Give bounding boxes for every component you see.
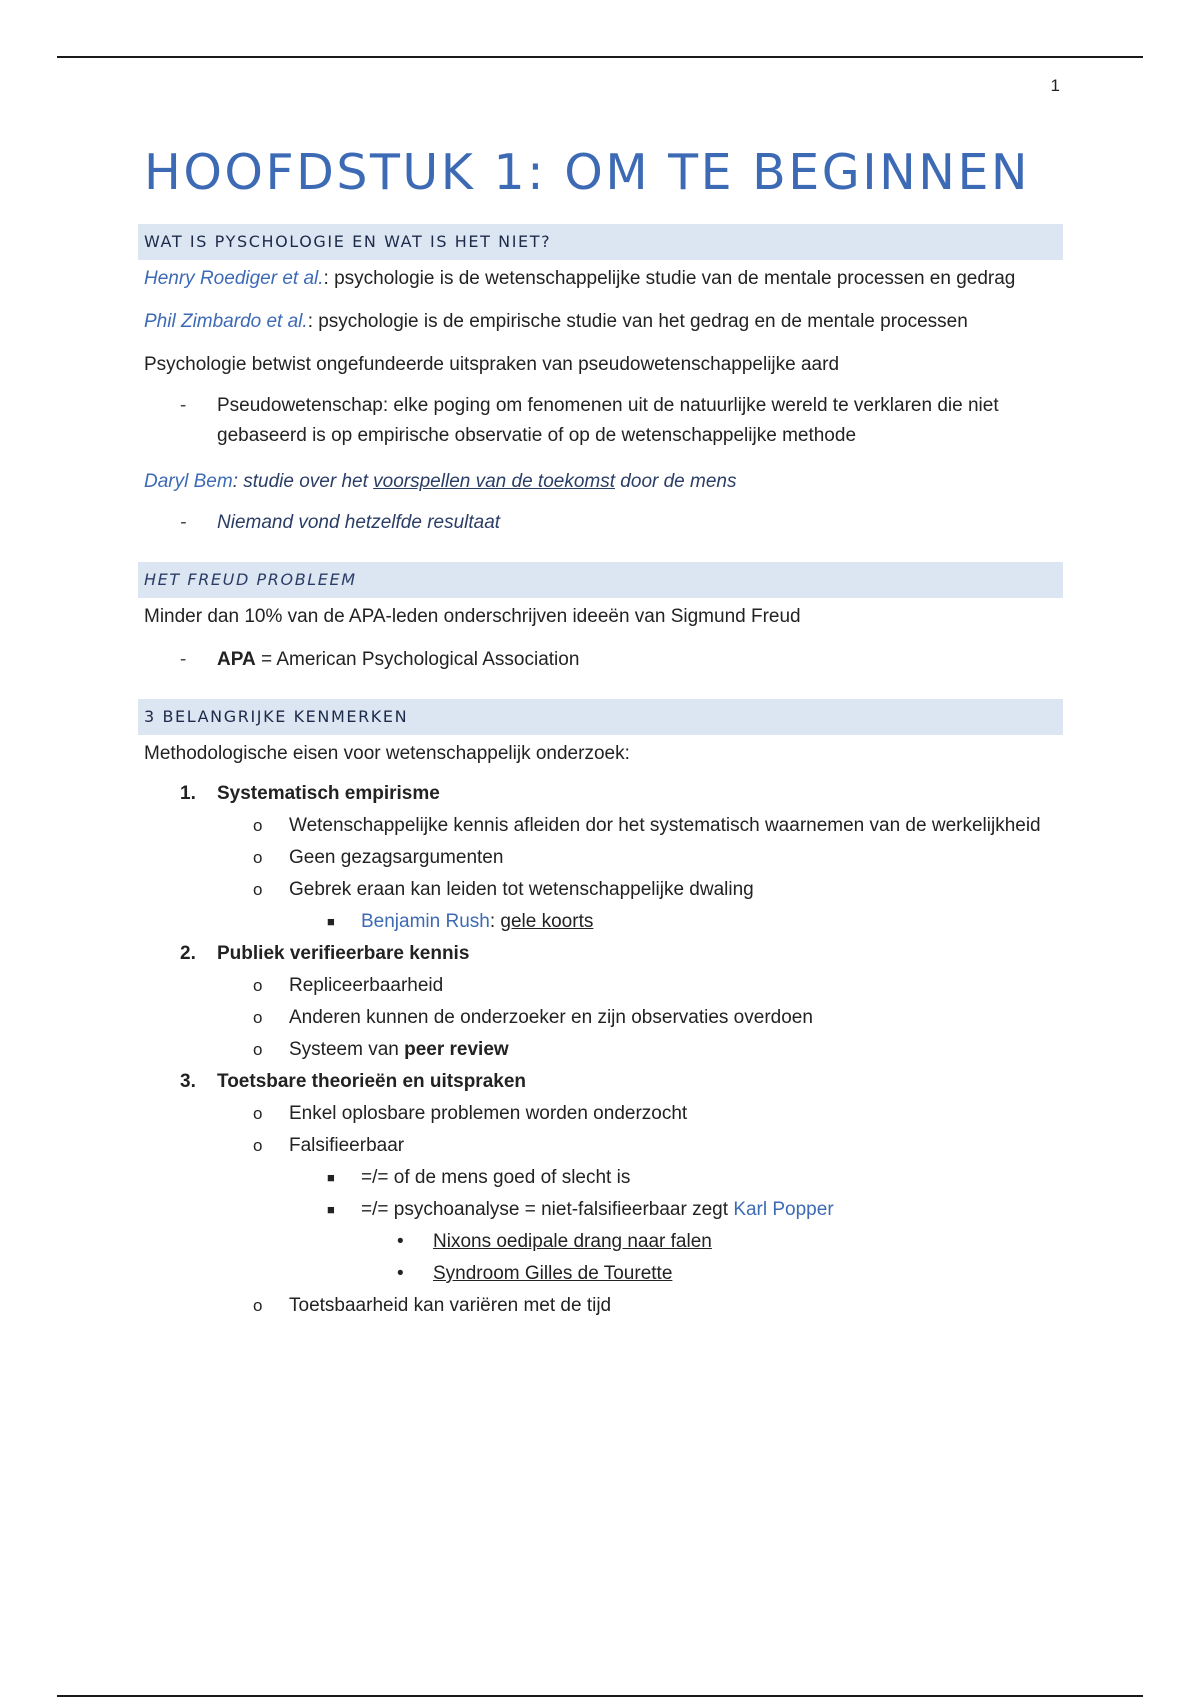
paragraph-text: : psychologie is de empirische studie van het gedrag en de mentale processen [307, 311, 968, 332]
list-item [138, 1002, 1063, 1034]
circle-bullet-icon: o [253, 1104, 263, 1123]
square-bullet-icon: ■ [327, 1202, 335, 1217]
list-item-text: Anderen kunnen de onderzoeker en zijn observaties overdoen [289, 1007, 813, 1028]
list-item-text: =/= of de mens goed of slecht is [361, 1167, 631, 1188]
list-number: 3. [180, 1071, 196, 1092]
circle-bullet-icon: o [253, 880, 263, 899]
author-rush: Benjamin Rush [361, 911, 490, 932]
chapter-title: HOOFDSTUK 1: OM TE BEGINNEN [144, 144, 1031, 201]
separator: : [489, 911, 501, 932]
list-item-title: Publiek verifieerbare kennis [217, 943, 470, 964]
page-number: 1 [1050, 76, 1060, 95]
list-item [138, 1098, 1063, 1130]
paragraph-freud: Minder dan 10% van de APA-leden onderschrijven ideeën van Sigmund Freud [144, 606, 801, 627]
list-item [138, 1290, 1063, 1322]
dot-bullet-icon: • [397, 1231, 404, 1252]
document-body [138, 134, 1063, 1322]
list-item-niemand: - Niemand vond hetzelfde resultaat [138, 508, 1063, 538]
square-bullet-icon: ■ [327, 1170, 335, 1185]
list-item-text: Falsifieerbaar [289, 1135, 405, 1156]
paragraph-pseudoscience: Psychologie betwist ongefundeerde uitspraken van pseudowetenschappelijke aard [144, 354, 840, 375]
circle-bullet-icon: o [253, 1296, 263, 1315]
paragraph-bem [138, 467, 1063, 496]
circle-bullet-icon: o [253, 976, 263, 995]
section-heading-freud: HET FREUD PROBLEEM [138, 562, 1063, 598]
list-item-text: Geen gezagsargumenten [289, 847, 504, 868]
square-bullet-icon: ■ [327, 914, 335, 929]
list-item-text: Wetenschappelijke kennis afleiden dor het systematisch waarnemen van de werkelijkheid [289, 815, 1041, 836]
list-item-peer-review [138, 1034, 1063, 1066]
list-item-text: = American Psychological Association [255, 649, 580, 670]
paragraph-text: : psychologie is de wetenschappelijke studie van de mentale processen en gedrag [323, 268, 1016, 289]
list-item [138, 970, 1063, 1002]
underlined-phrase: gele koorts [500, 911, 594, 932]
circle-bullet-icon: o [253, 1008, 263, 1027]
list-item [138, 1162, 1063, 1194]
apa-abbreviation: APA [217, 649, 256, 670]
dot-bullet-icon: • [397, 1263, 404, 1284]
list-item-text: Gebrek eraan kan leiden tot wetenschappelijke dwaling [289, 879, 754, 900]
paragraph-methodologische-eisen: Methodologische eisen voor wetenschappelijk onderzoek: [144, 743, 630, 764]
list-item-pseudowetenschap: - Pseudowetenschap: elke poging om fenomenen uit de natuurlijke wereld te verklaren die niet gebaseerd is op empirische observatie of op de wetenschappelijke methode [138, 391, 1063, 451]
list-number: 1. [180, 783, 196, 804]
list-item-systematisch-empirisme [138, 778, 1063, 810]
list-item [138, 874, 1063, 906]
underlined-phrase: voorspellen van de toekomst [373, 471, 616, 492]
list-item [138, 842, 1063, 874]
list-item-apa [138, 645, 1063, 675]
paragraph-text: door de mens [615, 471, 737, 492]
numbered-list [138, 778, 1063, 1322]
list-item-benjamin-rush [138, 906, 1063, 938]
author-bem: Daryl Bem [144, 471, 233, 492]
list-item-publiek-verifieerbare-kennis [138, 938, 1063, 970]
list-item-text: Toetsbaarheid kan variëren met de tijd [289, 1295, 612, 1316]
list-item-nixon [138, 1226, 1063, 1258]
underlined-phrase: Nixons oedipale drang naar falen [433, 1231, 712, 1252]
circle-bullet-icon: o [253, 1136, 263, 1155]
author-popper: Karl Popper [733, 1199, 834, 1220]
list-item-text: Enkel oplosbare problemen worden onderzocht [289, 1103, 688, 1124]
circle-bullet-icon: o [253, 1040, 263, 1059]
list-item [138, 1130, 1063, 1162]
list-item [138, 810, 1063, 842]
list-item-title: Systematisch empirisme [217, 783, 440, 804]
circle-bullet-icon: o [253, 816, 263, 835]
underlined-phrase: Syndroom Gilles de Tourette [433, 1263, 673, 1284]
list-item-karl-popper [138, 1194, 1063, 1226]
list-item-tourette [138, 1258, 1063, 1290]
list-number: 2. [180, 943, 196, 964]
list-item-text: Repliceerbaarheid [289, 975, 444, 996]
paragraph-roediger [138, 264, 1063, 293]
section-heading-psychology: WAT IS PYSCHOLOGIE EN WAT IS HET NIET? [138, 224, 1063, 260]
author-roediger: Henry Roediger et al. [144, 268, 324, 289]
list-item-toetsbare-theorieen [138, 1066, 1063, 1098]
header-rule [57, 56, 1143, 58]
paragraph-zimbardo [138, 307, 1063, 336]
paragraph-text: : studie over het [232, 471, 374, 492]
bold-phrase: peer review [404, 1039, 509, 1060]
footer-rule [57, 1695, 1143, 1697]
author-zimbardo: Phil Zimbardo et al. [144, 311, 308, 332]
list-item-text: =/= psychoanalyse = niet-falsifieerbaar zegt [361, 1199, 734, 1220]
circle-bullet-icon: o [253, 848, 263, 867]
section-heading-kenmerken: 3 BELANGRIJKE KENMERKEN [138, 699, 1063, 735]
list-item-title: Toetsbare theorieën en uitspraken [217, 1071, 527, 1092]
list-item-text: Systeem van [289, 1039, 405, 1060]
